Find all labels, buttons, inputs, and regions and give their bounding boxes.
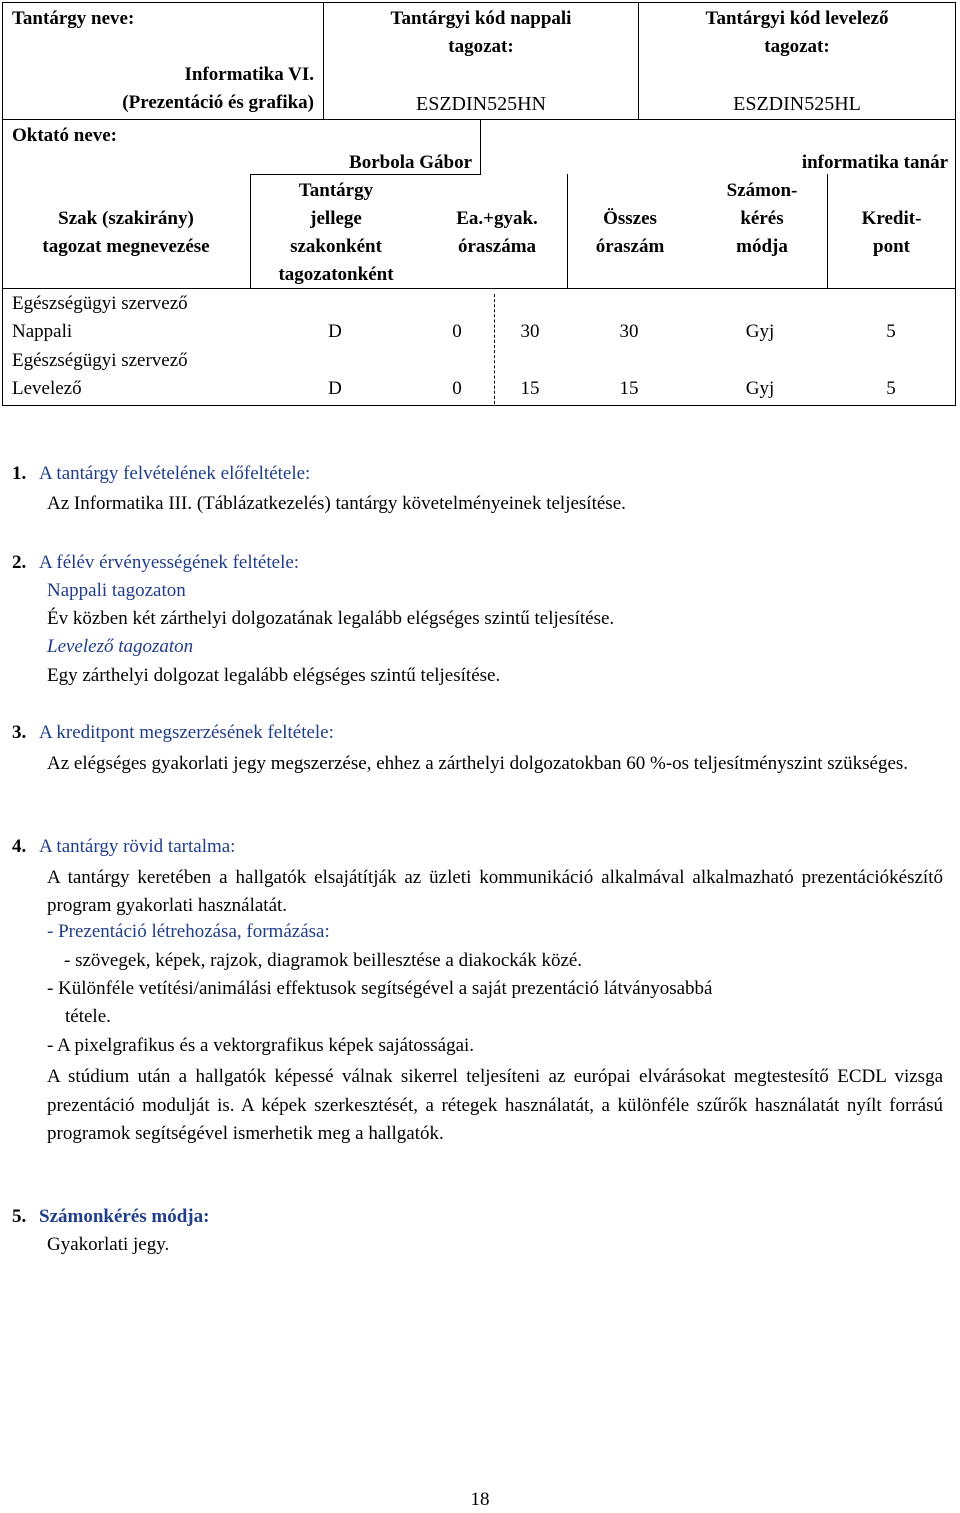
- row-lecture: 0: [452, 321, 462, 342]
- row-mode: Levelező: [12, 378, 82, 399]
- row-program: Egészségügyi szervező: [12, 293, 188, 314]
- col-credit-2: pont: [873, 236, 910, 257]
- corr-heading: Levelező tagozaton: [47, 636, 194, 657]
- instructor-name: Borbola Gábor: [349, 152, 472, 173]
- row-lecture: 0: [452, 378, 462, 399]
- row-exam: Gyj: [745, 321, 775, 342]
- subject-name: Informatika VI.: [184, 64, 314, 85]
- col-total-2: óraszám: [595, 236, 665, 257]
- row-credit: 5: [886, 321, 896, 342]
- col-type-4: tagozatonként: [278, 264, 394, 285]
- row-practice: 15: [520, 378, 540, 399]
- row-credit: 5: [886, 378, 896, 399]
- section-number: 4.: [12, 836, 27, 857]
- section-1-heading: [12, 463, 310, 486]
- section-number: 5.: [12, 1206, 27, 1227]
- section-4-intro: A tantárgy keretében a hallgatók elsajátítják az üzleti kommunikáció alkalmával alkalmazható prezentációkészítő program gyakorlati használatát.: [47, 867, 943, 916]
- section-title: A tantárgy felvételének előfeltétele:: [39, 463, 311, 484]
- row-practice: 30: [520, 321, 540, 342]
- day-text: Év közben két zárthelyi dolgozatának legalább elégséges szintű teljesítése.: [47, 608, 615, 629]
- section-4-heading: [12, 836, 235, 859]
- col-hours: Ea.+gyak.: [456, 208, 538, 229]
- col-type-3: szakonként: [290, 236, 382, 257]
- section-title: A félév érvényességének feltétele:: [39, 552, 300, 573]
- instructor-label: Oktató neve:: [12, 125, 118, 146]
- col-total: Összes: [603, 208, 657, 229]
- row-type: D: [328, 378, 342, 399]
- col-exam-3: módja: [736, 236, 788, 257]
- col-major-2: tagozat megnevezése: [42, 236, 210, 257]
- col-major: Szak (szakirány): [58, 208, 194, 229]
- section-title: Számonkérés módja:: [39, 1206, 210, 1227]
- subject-name-sub: (Prezentáció és grafika): [122, 92, 314, 113]
- bullet-2-cont: tétele.: [65, 1006, 111, 1027]
- code-day-label: Tantárgyi kód nappali: [390, 8, 572, 29]
- section-number: 1.: [12, 463, 27, 484]
- code-corr-label-2: tagozat:: [764, 36, 830, 57]
- section-number: 2.: [12, 552, 27, 573]
- subject-name-label: Tantárgy neve:: [12, 8, 135, 29]
- bullet-1: - Prezentáció létrehozása, formázása:: [47, 921, 330, 942]
- col-type: Tantárgy: [298, 180, 374, 201]
- row-type: D: [328, 321, 342, 342]
- section-3-heading: [12, 722, 334, 745]
- row-total: 30: [619, 321, 639, 342]
- section-3-text: Az elégséges gyakorlati jegy megszerzése, ehhez a zárthelyi dolgozatokban 60 %-os teljesítményszint szükséges.: [47, 753, 909, 774]
- section-5-text: Gyakorlati jegy.: [47, 1234, 170, 1255]
- bullet-1a: - szövegek, képek, rajzok, diagramok beillesztése a diakockák közé.: [64, 950, 583, 971]
- code-day-label-2: tagozat:: [448, 36, 514, 57]
- section-number: 3.: [12, 722, 27, 743]
- page-number: 18: [470, 1489, 490, 1510]
- section-2-heading: [12, 552, 299, 575]
- row-exam: Gyj: [745, 378, 775, 399]
- bullet-3: - A pixelgrafikus és a vektorgrafikus képek sajátosságai.: [47, 1035, 475, 1056]
- row-program: Egészségügyi szervező: [12, 350, 188, 371]
- col-exam-2: kérés: [740, 208, 784, 229]
- code-corr: ESZDIN525HL: [733, 93, 861, 115]
- row-total: 15: [619, 378, 639, 399]
- code-day: ESZDIN525HN: [416, 93, 546, 115]
- col-exam: Számon-: [726, 180, 798, 201]
- col-credit: Kredit-: [861, 208, 922, 229]
- row-mode: Nappali: [12, 321, 73, 342]
- col-type-2: jellege: [310, 208, 362, 229]
- instructor-title: informatika tanár: [801, 152, 948, 173]
- section-title: A kreditpont megszerzésének feltétele:: [39, 722, 334, 743]
- section-title: A tantárgy rövid tartalma:: [39, 836, 236, 857]
- section-5-heading: [12, 1206, 209, 1229]
- section-1-text: Az Informatika III. (Táblázatkezelés) tantárgy követelményeinek teljesítése.: [47, 493, 626, 514]
- day-heading: Nappali tagozaton: [47, 580, 186, 601]
- bullet-2: - Különféle vetítési/animálási effektusok segítségével a saját prezentáció látványosabbá: [47, 978, 713, 999]
- code-corr-label: Tantárgyi kód levelező: [705, 8, 889, 29]
- corr-text: Egy zárthelyi dolgozat legalább elégséges szintű teljesítése.: [47, 665, 501, 686]
- col-hours-2: óraszáma: [457, 236, 537, 257]
- section-4-outro: A stúdium után a hallgatók képessé válnak sikerrel teljesíteni az európai elvárásokat megtestesítő ECDL vizsga prezentáció modulját is. A képek szerkesztését, a rétegek használatát, a különféle szűrők használatát nyílt forrású programok segítségével ismerhetik meg a hallgatók.: [47, 1066, 943, 1144]
